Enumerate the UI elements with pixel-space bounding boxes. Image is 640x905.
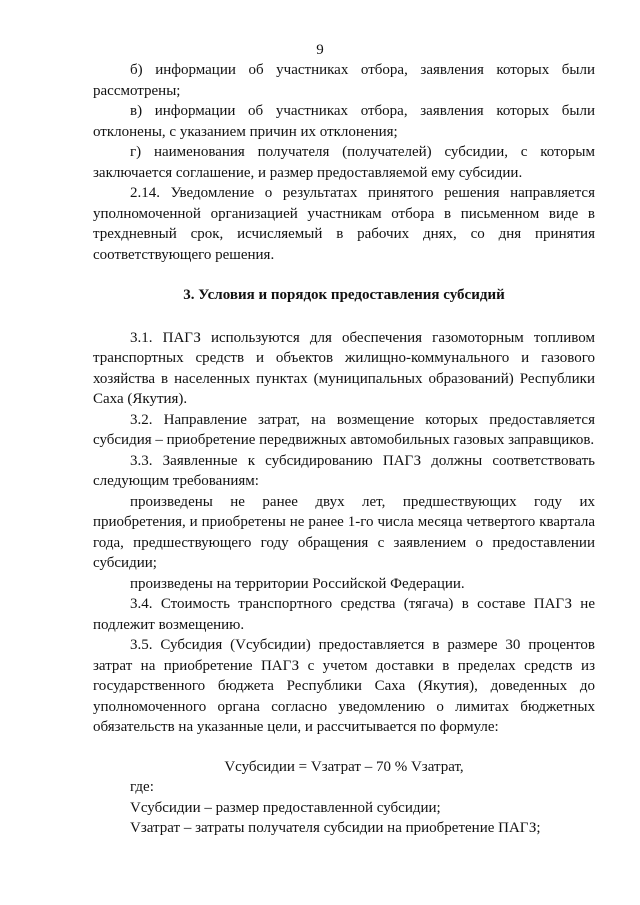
paragraph-b: б) информации об участниках отбора, заявления которых были рассмотрены; — [93, 62, 595, 99]
paragraph-3-3: 3.3. Заявленные к субсидированию ПАГЗ должны соответствовать следующим требованиям: — [93, 452, 595, 489]
where-label: где: — [130, 779, 154, 795]
section-heading: 3. Условия и порядок предоставления субсидий — [183, 287, 505, 303]
definition-costs: Vзатрат – затраты получателя субсидии на приобретение ПАГЗ; — [130, 820, 541, 836]
paragraph-3-5: 3.5. Субсидия (Vсубсидии) предоставляется в размере 30 процентов затрат на приобретение ПАГЗ с учетом доставки в пределах средств из государственного бюджета Республики Саха (Якутия), доведенных до уполномоченного органа согласно уведомлению о лимитах бюджетных обязательств на указанные цели, и рассчитывается по формуле: — [93, 637, 595, 735]
paragraph-v: в) информации об участниках отбора, заявления которых были отклонены, с указанием причин их отклонения; — [93, 103, 595, 140]
document-body — [93, 60, 595, 839]
requirement-2: произведены на территории Российской Федерации. — [130, 575, 465, 592]
paragraph-g: г) наименования получателя (получателей) субсидии, с которым заключается соглашение, и размер предоставляемой ему субсидии. — [93, 144, 595, 181]
formula: Vсубсидии = Vзатрат – 70 % Vзатрат, — [224, 758, 464, 775]
paragraph-3-4: 3.4. Стоимость транспортного средства (тягача) в составе ПАГЗ не подлежит возмещению. — [93, 596, 595, 633]
requirement-1: произведены не ранее двух лет, предшествующих году их приобретения, и приобретены не ранее 1-го числа месяца четвертого квартала года, предшествующего году обращения с заявлением о предоставлении субсидии; — [93, 493, 595, 571]
paragraph-3-2: 3.2. Направление затрат, на возмещение которых предоставляется субсидия – приобретение передвижных автомобильных газовых заправщиков. — [93, 411, 595, 448]
definition-subsidy: Vсубсидии – размер предоставленной субсидии; — [130, 799, 441, 816]
paragraph-3-1: 3.1. ПАГЗ используются для обеспечения газомоторным топливом транспортных средств и объектов жилищно-коммунального и газового хозяйства в населенных пунктах (муниципальных образований) Республики Саха (Якутия). — [93, 329, 595, 407]
page-number: 9 — [316, 42, 324, 58]
paragraph-2-14: 2.14. Уведомление о результатах принятого решения направляется уполномоченной организацией участникам отбора в письменном виде в трехдневный срок, исчисляемый в рабочих днях, со дня принятия соответствующего решения. — [93, 185, 595, 263]
